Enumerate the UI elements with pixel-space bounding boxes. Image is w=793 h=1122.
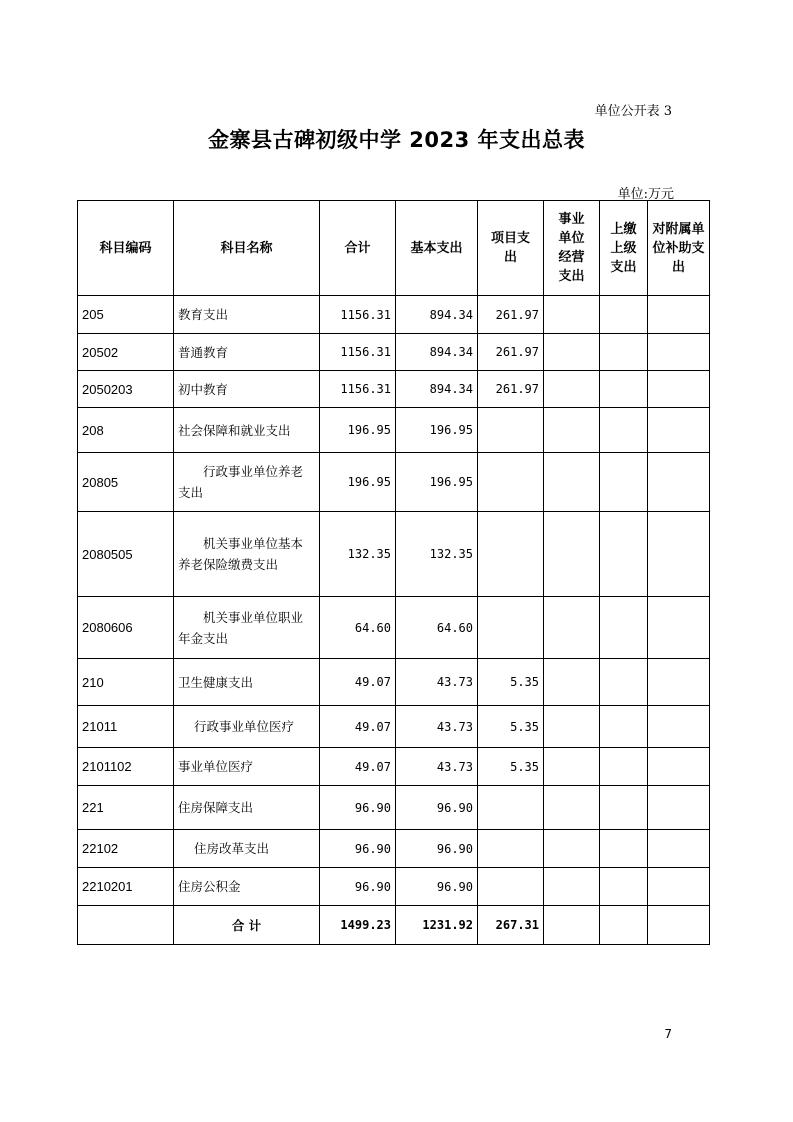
- row-basic: 96.90: [396, 868, 478, 906]
- row-business: [544, 786, 600, 830]
- header-name: 科目名称: [174, 201, 320, 296]
- row-basic: 43.73: [396, 659, 478, 706]
- row-business: [544, 597, 600, 659]
- row-project: 5.35: [478, 706, 544, 748]
- row-project: [478, 512, 544, 597]
- row-business: [544, 408, 600, 453]
- row-code: 2210201: [78, 868, 174, 906]
- row-remit: [600, 786, 648, 830]
- row-remit: [600, 748, 648, 786]
- row-total: 49.07: [320, 748, 396, 786]
- row-remit: [600, 512, 648, 597]
- total-business: [544, 906, 600, 945]
- expenditure-table: [77, 200, 710, 945]
- row-remit: [600, 371, 648, 408]
- table-row: [78, 453, 710, 512]
- row-code: 20805: [78, 453, 174, 512]
- total-code: [78, 906, 174, 945]
- row-remit: [600, 706, 648, 748]
- row-business: [544, 659, 600, 706]
- table-row: [78, 408, 710, 453]
- table-row: [78, 334, 710, 371]
- row-code: 21011: [78, 706, 174, 748]
- row-name: 行政事业单位医疗: [174, 706, 320, 748]
- header-code: 科目编码: [78, 201, 174, 296]
- row-subsidy: [648, 748, 710, 786]
- row-total: 132.35: [320, 512, 396, 597]
- row-name: 初中教育: [174, 371, 320, 408]
- row-code: 2101102: [78, 748, 174, 786]
- row-remit: [600, 830, 648, 868]
- row-total: 49.07: [320, 659, 396, 706]
- row-remit: [600, 659, 648, 706]
- row-total: 1156.31: [320, 334, 396, 371]
- row-total: 96.90: [320, 786, 396, 830]
- row-code: 221: [78, 786, 174, 830]
- row-subsidy: [648, 786, 710, 830]
- row-business: [544, 830, 600, 868]
- header-total: 合计: [320, 201, 396, 296]
- row-project: 261.97: [478, 371, 544, 408]
- row-business: [544, 453, 600, 512]
- header-remit: 上缴上级支出: [600, 201, 648, 296]
- row-business: [544, 512, 600, 597]
- row-basic: 64.60: [396, 597, 478, 659]
- row-total: 96.90: [320, 868, 396, 906]
- row-code: 20502: [78, 334, 174, 371]
- row-project: 5.35: [478, 748, 544, 786]
- row-total: 196.95: [320, 453, 396, 512]
- table-row: [78, 868, 710, 906]
- table-row: [78, 786, 710, 830]
- row-remit: [600, 453, 648, 512]
- total-label: 合 计: [174, 906, 320, 945]
- row-remit: [600, 408, 648, 453]
- row-code: 210: [78, 659, 174, 706]
- header-row: [78, 201, 710, 296]
- row-code: 2080606: [78, 597, 174, 659]
- row-total: 1156.31: [320, 296, 396, 334]
- total-basic: 1231.92: [396, 906, 478, 945]
- row-subsidy: [648, 597, 710, 659]
- row-project: 261.97: [478, 334, 544, 371]
- total-subsidy: [648, 906, 710, 945]
- page-title: 金寨县古碑初级中学 2023 年支出总表: [207, 128, 586, 152]
- row-name: 社会保障和就业支出: [174, 408, 320, 453]
- row-name: 普通教育: [174, 334, 320, 371]
- row-name: 住房公积金: [174, 868, 320, 906]
- row-business: [544, 748, 600, 786]
- row-remit: [600, 868, 648, 906]
- page-number: 7: [664, 1027, 672, 1041]
- row-code: 22102: [78, 830, 174, 868]
- row-basic: 96.90: [396, 786, 478, 830]
- row-name: 教育支出: [174, 296, 320, 334]
- row-name: 行政事业单位养老支出: [174, 453, 320, 512]
- row-business: [544, 868, 600, 906]
- row-subsidy: [648, 830, 710, 868]
- row-basic: 196.95: [396, 453, 478, 512]
- row-code: 2080505: [78, 512, 174, 597]
- total-project: 267.31: [478, 906, 544, 945]
- row-total: 64.60: [320, 597, 396, 659]
- table-row: [78, 597, 710, 659]
- row-total: 1156.31: [320, 371, 396, 408]
- row-total: 196.95: [320, 408, 396, 453]
- row-business: [544, 296, 600, 334]
- row-basic: 894.34: [396, 371, 478, 408]
- header-business: 事业单位经营支出: [544, 201, 600, 296]
- total-remit: [600, 906, 648, 945]
- row-total: 96.90: [320, 830, 396, 868]
- row-basic: 43.73: [396, 748, 478, 786]
- row-subsidy: [648, 453, 710, 512]
- table-row: [78, 371, 710, 408]
- table-row: [78, 748, 710, 786]
- row-business: [544, 334, 600, 371]
- row-subsidy: [648, 659, 710, 706]
- row-project: [478, 830, 544, 868]
- row-project: [478, 868, 544, 906]
- row-name: 事业单位医疗: [174, 748, 320, 786]
- row-subsidy: [648, 512, 710, 597]
- header-subsidy: 对附属单位补助支出: [648, 201, 710, 296]
- row-subsidy: [648, 408, 710, 453]
- row-project: 261.97: [478, 296, 544, 334]
- row-remit: [600, 334, 648, 371]
- row-business: [544, 706, 600, 748]
- row-project: 5.35: [478, 659, 544, 706]
- table-row: [78, 512, 710, 597]
- row-remit: [600, 597, 648, 659]
- row-code: 2050203: [78, 371, 174, 408]
- table-row: [78, 830, 710, 868]
- row-project: [478, 408, 544, 453]
- row-basic: 196.95: [396, 408, 478, 453]
- row-name: 住房保障支出: [174, 786, 320, 830]
- row-subsidy: [648, 706, 710, 748]
- row-basic: 43.73: [396, 706, 478, 748]
- row-subsidy: [648, 371, 710, 408]
- header-basic: 基本支出: [396, 201, 478, 296]
- table-row: [78, 296, 710, 334]
- row-name: 卫生健康支出: [174, 659, 320, 706]
- row-name: 机关事业单位基本养老保险缴费支出: [174, 512, 320, 597]
- row-basic: 96.90: [396, 830, 478, 868]
- row-project: [478, 786, 544, 830]
- row-business: [544, 371, 600, 408]
- row-basic: 132.35: [396, 512, 478, 597]
- row-code: 208: [78, 408, 174, 453]
- row-remit: [600, 296, 648, 334]
- row-code: 205: [78, 296, 174, 334]
- unit-label: 单位:万元: [617, 187, 674, 202]
- row-project: [478, 453, 544, 512]
- row-subsidy: [648, 868, 710, 906]
- form-number: 单位公开表 3: [594, 104, 672, 119]
- row-basic: 894.34: [396, 334, 478, 371]
- row-subsidy: [648, 334, 710, 371]
- row-basic: 894.34: [396, 296, 478, 334]
- total-total: 1499.23: [320, 906, 396, 945]
- total-row: [78, 906, 710, 945]
- table-row: [78, 659, 710, 706]
- row-name: 住房改革支出: [174, 830, 320, 868]
- row-project: [478, 597, 544, 659]
- table-row: [78, 706, 710, 748]
- row-name: 机关事业单位职业年金支出: [174, 597, 320, 659]
- row-total: 49.07: [320, 706, 396, 748]
- header-project: 项目支出: [478, 201, 544, 296]
- row-subsidy: [648, 296, 710, 334]
